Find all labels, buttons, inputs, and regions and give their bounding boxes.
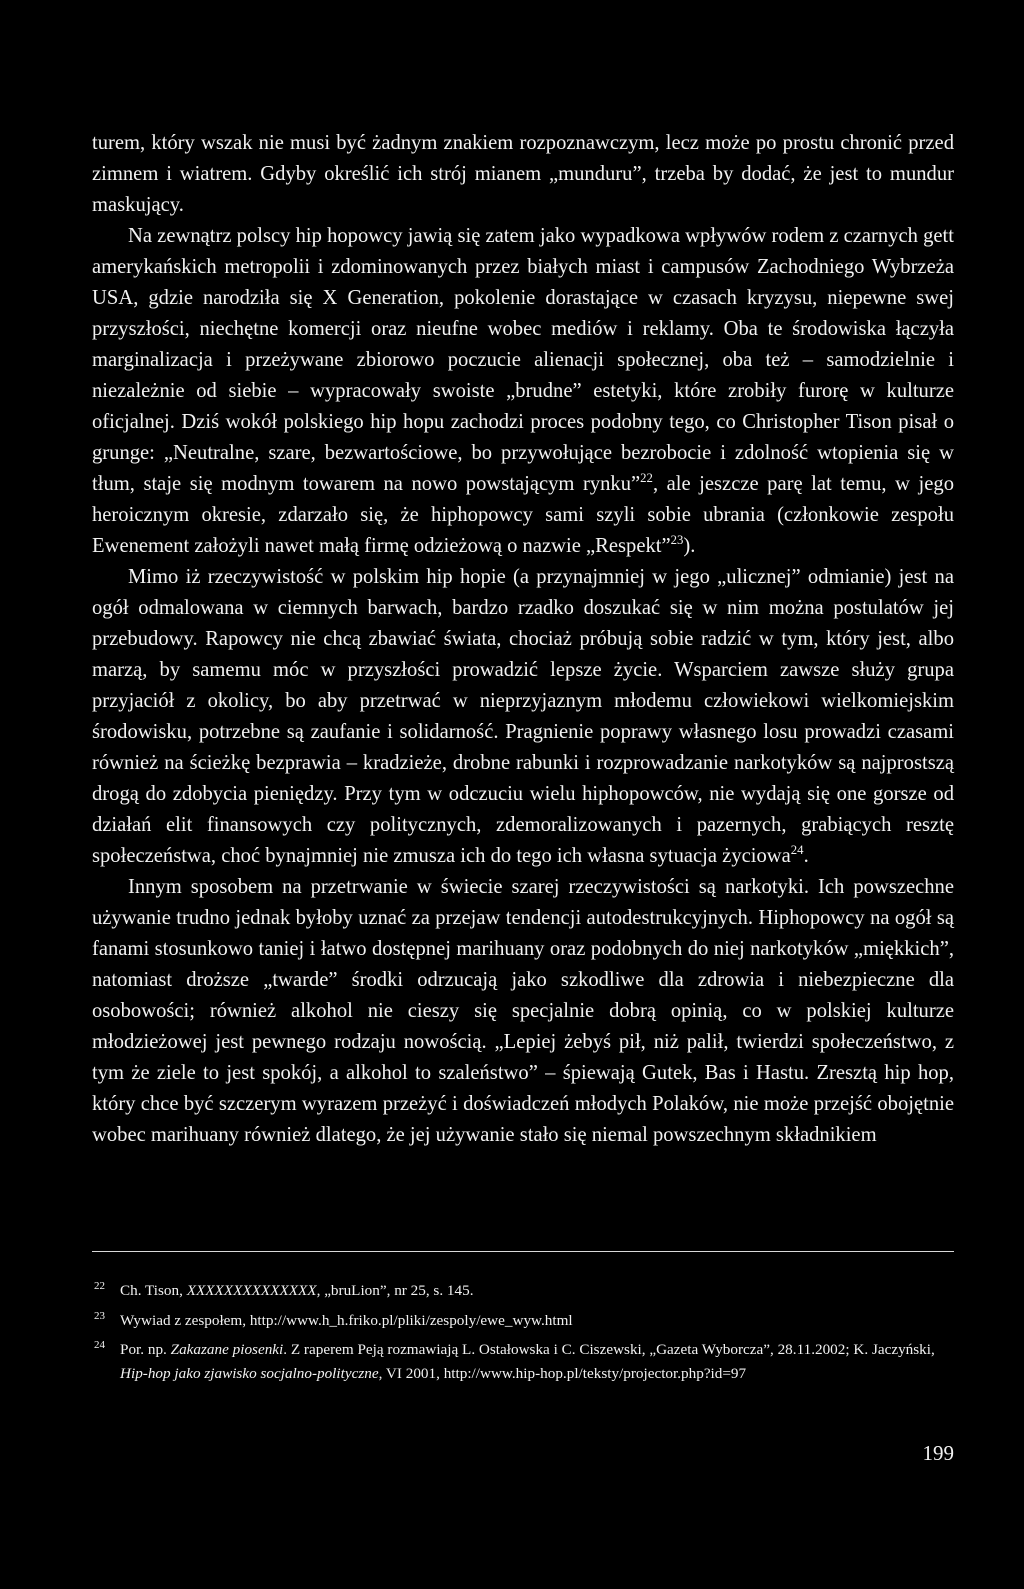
page-number: 199 xyxy=(922,1441,954,1465)
paragraph xyxy=(92,562,954,872)
paragraph-text: turem, który wszak nie musi być żadnym znakiem rozpoznawczym, lecz może po prostu chronić przed zimnem i wiatrem. Gdyby określić ich strój mianem „munduru”, trzeba by dodać, że jest to mundur maskujący. xyxy=(92,132,954,216)
footnote-italic-title: XXXXXXXXXXXXXX xyxy=(186,1282,317,1299)
footnote-text: Wywiad z zespołem, http://www.h_h.friko.pl/pliki/zespoly/ewe_wyw.html xyxy=(120,1311,573,1329)
footnote xyxy=(92,1309,964,1333)
footnote-reference: 24 xyxy=(790,843,804,858)
footnote-number: 22 xyxy=(94,1280,105,1292)
footnote-reference: 23 xyxy=(670,533,684,548)
paragraph-text: . xyxy=(803,845,809,867)
footnote-italic-title: Hip-hop jako zjawisko socjalno-polityczne xyxy=(120,1364,379,1382)
footnote-number: 24 xyxy=(94,1339,105,1351)
footnote-reference: 22 xyxy=(640,471,653,486)
paragraph-text: ). xyxy=(683,535,696,557)
footnote-number: 23 xyxy=(94,1309,105,1322)
footnote-text: , VI 2001, http://www.hip-hop.pl/teksty/projector.php?id=97 xyxy=(378,1364,747,1382)
paragraph-text: Innym sposobem na przetrwanie w świecie szarej rzeczywistości są narkotyki. Ich powszechne używanie trudno jednak byłoby uznać za przejaw tendencji autodestrukcyjnych. Hiphopowcy na ogół są fanami stosunkowo taniej i łatwo dostępnej marihuany oraz podobnych do niej narkotyków „miękkich”, natomiast droższe „twarde” środki odrzucają jako szkodliwe dla zdrowia i niebezpieczne dla osobowości; również alkohol nie cieszy się specjalnie dobrą opinią, co w polskiej kulturze młodzieżowej jest pewnego rodzaju nowością. „Lepiej żebyś pił, niż palił, twierdzi społeczeństwo, z tym że ziele to jest spokój, a alkohol to szaleństwo” – śpiewają Gutek, Bas i Hastu. Zresztą hip hop, który chce być szczerym wyrazem przeżyć i doświadczeń młodych Polaków, nie może przejść obojętnie wobec marihuany również dlatego, że jej używanie stało się niemal powszechnym składnikiem xyxy=(92,876,954,1146)
footnote xyxy=(92,1338,964,1385)
footnote-text: Ch. Tison, xyxy=(120,1282,187,1299)
footnote-text: Por. np. xyxy=(120,1341,171,1358)
paragraph xyxy=(92,872,954,1151)
footnote-text: . Z raperem Peją rozmawiają L. Ostałowska i C. Ciszewski, „Gazeta Wyborcza”, 28.11.2002; K. Jaczyński, xyxy=(283,1341,935,1358)
paragraph xyxy=(92,221,954,562)
footnote xyxy=(92,1279,964,1303)
footnote-italic-title: Zakazane piosenki xyxy=(170,1341,284,1358)
main-text xyxy=(92,128,954,1151)
footnote-separator xyxy=(92,1251,954,1252)
footnote-text: , „bruLion”, nr 25, s. 145. xyxy=(316,1282,474,1299)
paragraph-text: , ale jeszcze parę lat temu, w jego heroicznym okresie, zdarzało się, że hiphopowcy sami szyli sobie ubrania (członkowie zespołu Ewenement założyli nawet małą firmę odzieżową o nazwie „Respekt” xyxy=(92,473,954,557)
footnotes xyxy=(92,1279,964,1391)
paragraph xyxy=(92,128,954,221)
paragraph-text: Mimo iż rzeczywistość w polskim hip hopie (a przynajmniej w jego „ulicznej” odmianie) jest na ogół odmalowana w ciemnych barwach, bardzo rzadko doszukać się w nim można postulatów jej przebudowy. Rapowcy nie chcą zbawiać świata, chociaż próbują sobie radzić w tym, który jest, albo marzą, by samemu móc w przyszłości prowadzić lepsze życie. Wsparciem zawsze służy grupa przyjaciół z okolicy, bo aby przetrwać w nieprzyjaznym młodemu człowiekowi wielkomiejskim środowisku, potrzebne są zaufanie i solidarność. Pragnienie poprawy własnego losu prowadzi czasami również na ścieżkę bezprawia – kradzieże, drobne rabunki i rozprowadzanie narkotyków są najprostszą drogą do zdobycia pieniędzy. Przy tym w odczuciu wielu hiphopowców, nie wydają się one gorsze od działań elit finansowych czy politycznych, zdemoralizowanych i pazernych, grabiących resztę społeczeństwa, choć bynajmniej nie zmusza ich do tego ich własna sytuacja życiowa xyxy=(92,566,954,867)
paragraph-text: Na zewnątrz polscy hip hopowcy jawią się zatem jako wypadkowa wpływów rodem z czarnych gett amerykańskich metropolii i zdominowanych przez białych miast i campusów Zachodniego Wybrzeża USA, gdzie narodziła się X Generation, pokolenie dorastające w czasach kryzysu, niepewne swej przyszłości, niechętne komercji oraz nieufne wobec mediów i reklamy. Oba te środowiska łączyła marginalizacja i przeżywane zbiorowo poczucie alienacji społecznej, oba też – samodzielnie i niezależnie od siebie – wypracowały swoiste „brudne” estetyki, które zrobiły furorę w kulturze oficjalnej. Dziś wokół polskiego hip hopu zachodzi proces podobny tego, co Christopher Tison pisał o grunge: „Neutralne, szare, bezwartościowe, bo przywołujące bezrobocie i zdolność wtopienia się w tłum, staje się modnym towarem na nowo powstającym rynku” xyxy=(92,225,954,495)
